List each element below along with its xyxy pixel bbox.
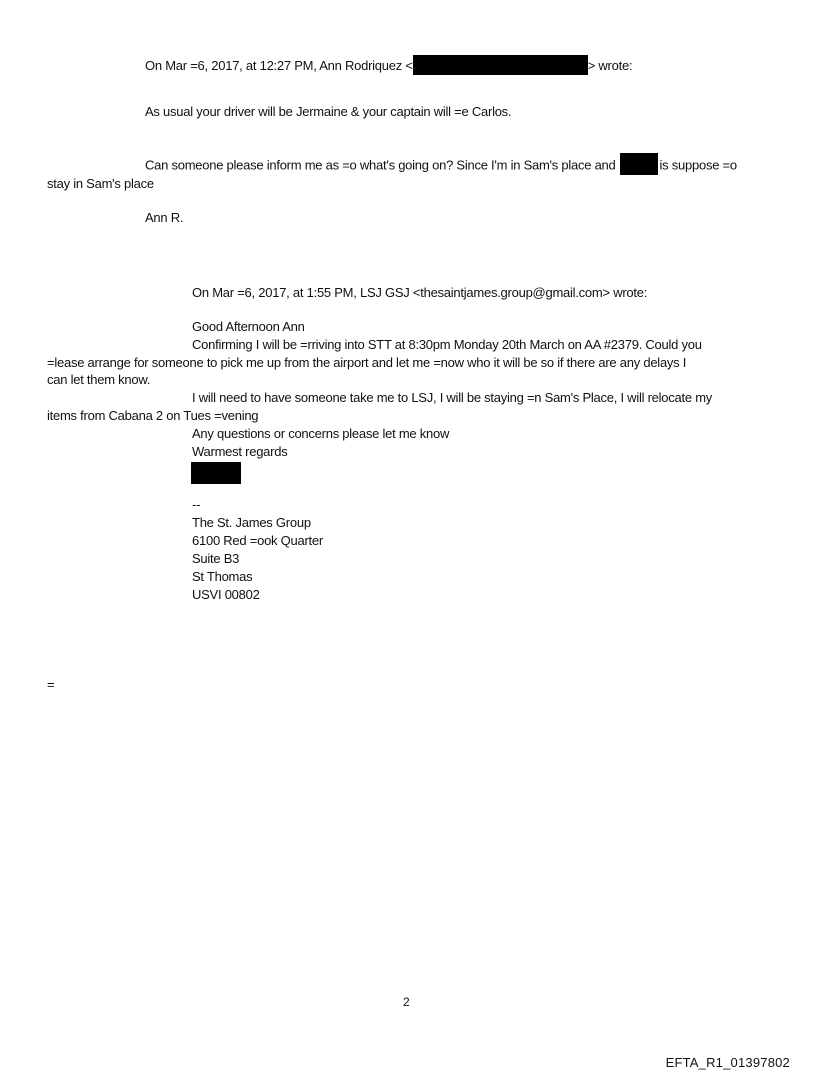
header-suffix: > wrote: — [587, 58, 633, 73]
redaction — [413, 55, 588, 75]
redaction — [620, 153, 658, 175]
line-text: Can someone please inform me as =o what's going on? Since I'm in Sam's place and — [145, 157, 616, 173]
address-line: St Thomas — [192, 569, 253, 584]
email-1-line — [145, 157, 737, 175]
trailing-text: = — [47, 677, 55, 692]
address-line: USVI 00802 — [192, 587, 260, 602]
address-line: The St. James Group — [192, 515, 311, 530]
email-2-greeting: Good Afternoon Ann — [192, 319, 305, 334]
page-number: 2 — [403, 995, 410, 1009]
line-text: is suppose =o — [659, 157, 737, 173]
signature-separator: -- — [192, 497, 201, 512]
email-2-line: Any questions or concerns please let me know — [192, 426, 450, 441]
email-2-line: can let them know. — [47, 372, 151, 387]
email-1-header — [145, 58, 632, 75]
header-text: On Mar =6, 2017, at 12:27 PM, Ann Rodriquez < — [145, 58, 413, 73]
email-2-line: =lease arrange for someone to pick me up from the airport and let me =now who it will be so if there are any delays I — [47, 355, 687, 370]
address-line: Suite B3 — [192, 551, 240, 566]
redaction — [191, 462, 241, 484]
email-2-line: Confirming I will be =rriving into STT at 8:30pm Monday 20th March on AA #2379. Could you — [192, 337, 702, 352]
email-2-line: I will need to have someone take me to LSJ, I will be staying =n Sam's Place, I will relocate my — [192, 390, 713, 405]
bates-number: EFTA_R1_01397802 — [665, 1055, 790, 1070]
address-line: 6100 Red =ook Quarter — [192, 533, 323, 548]
email-1-line: stay in Sam's place — [47, 176, 154, 191]
email-2-closing: Warmest regards — [192, 444, 288, 459]
email-2-header: On Mar =6, 2017, at 1:55 PM, LSJ GSJ <thesaintjames.group@gmail.com> wrote: — [192, 285, 648, 300]
email-1-signature: Ann R. — [145, 210, 184, 225]
email-1-line: As usual your driver will be Jermaine & your captain will =e Carlos. — [145, 104, 512, 119]
email-2-line: items from Cabana 2 on Tues =vening — [47, 408, 259, 423]
